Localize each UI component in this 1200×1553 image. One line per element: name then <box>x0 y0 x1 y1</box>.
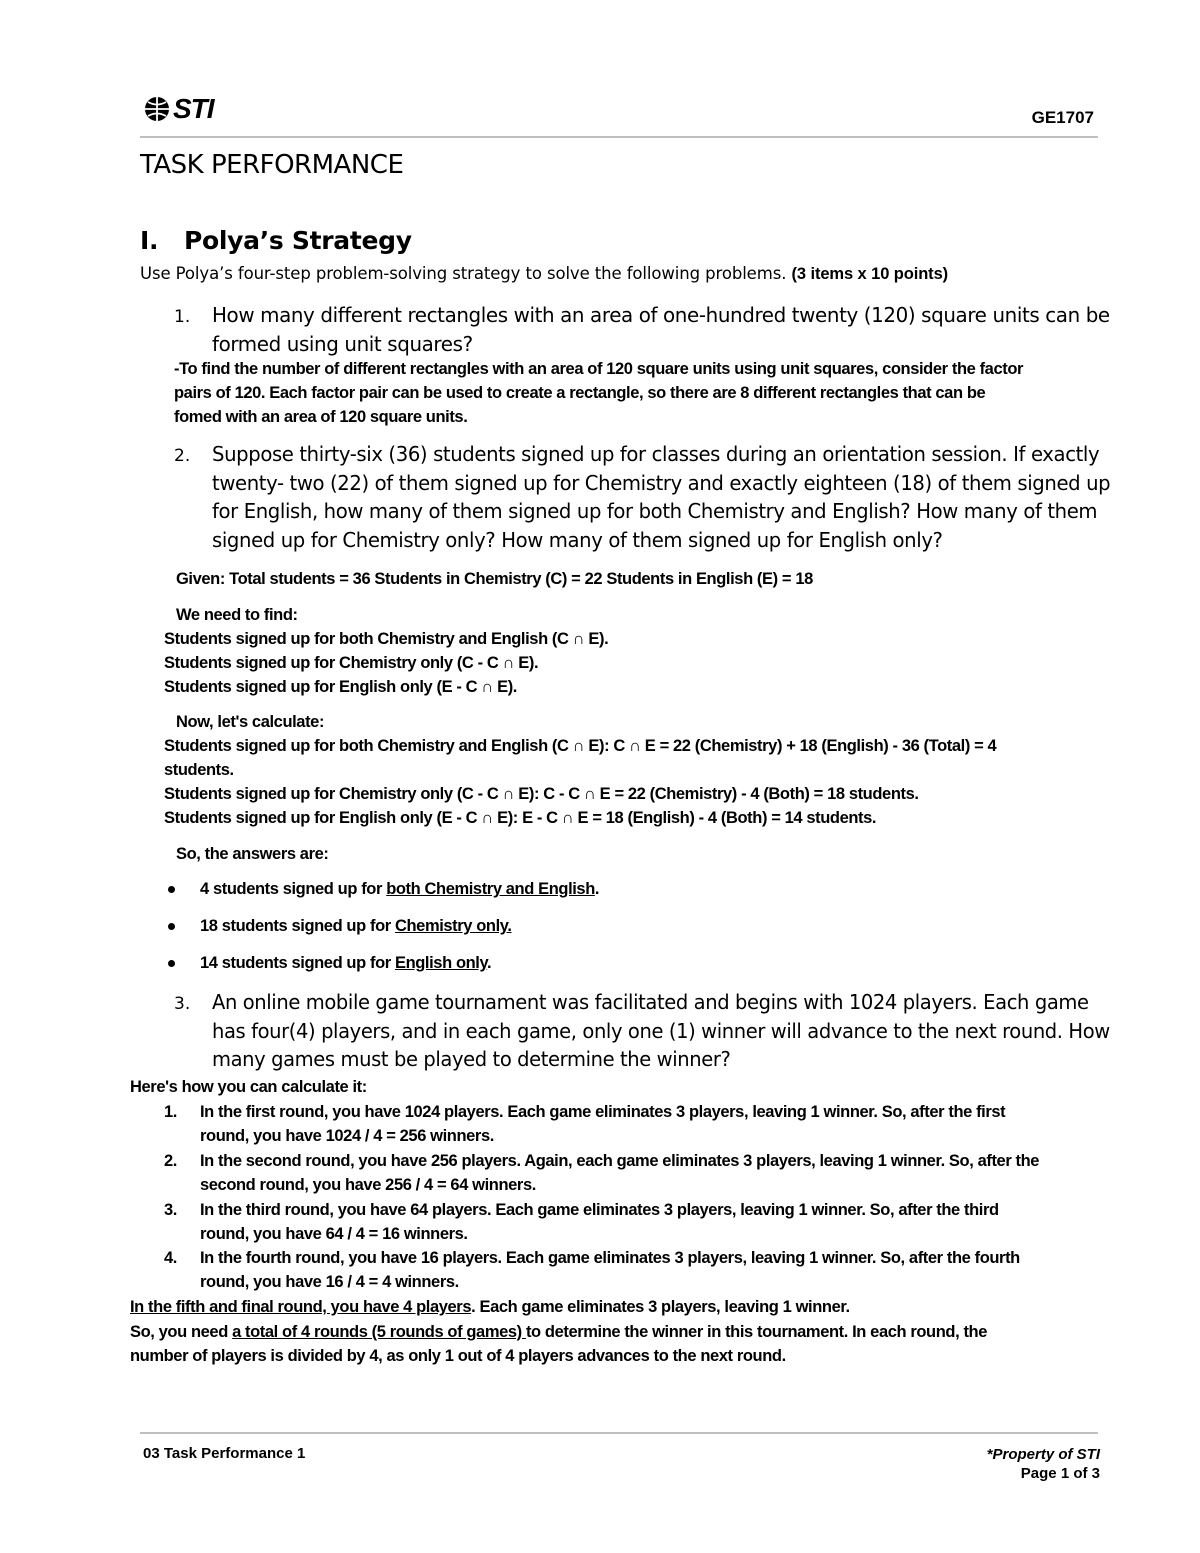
q2-question-line: signed up for Chemistry only? How many of them signed up for English only? <box>212 527 943 552</box>
q3-final-round <box>130 1295 850 1319</box>
q2-answer-item <box>200 951 491 975</box>
footer-right <box>987 1445 1100 1483</box>
section-number: I. <box>140 226 159 255</box>
q1-answer <box>174 357 1023 429</box>
q2-given: Given: Total students = 36 Students in Chemistry (C) = 22 Students in English (E) = 18 <box>176 570 813 588</box>
step-text <box>200 1198 999 1246</box>
globe-icon <box>143 95 171 123</box>
header-divider <box>140 136 1098 138</box>
answer-text: 18 students signed up for <box>200 917 395 935</box>
answer-underlined: English only <box>394 954 488 972</box>
q1-answer-line: pairs of 120. Each factor pair can be used to create a rectangle, so there are 8 different rectangles that can be <box>174 384 986 402</box>
q2-answer-item <box>200 914 512 938</box>
q2-answers-heading: So, the answers are: <box>176 845 329 863</box>
q1-answer-line: -To find the number of different rectangles with an area of 120 square units using unit squares, consider the factor <box>174 360 1024 378</box>
step-line: round, you have 16 / 4 = 4 winners. <box>200 1273 459 1291</box>
q2-find-item: Students signed up for both Chemistry and English (C ∩ E). <box>164 630 609 648</box>
step-text <box>200 1149 1039 1197</box>
footer-label: 03 Task Performance 1 <box>143 1445 306 1462</box>
step-number: 3. <box>164 1201 177 1219</box>
q2-find-item: Students signed up for Chemistry only (C - C ∩ E). <box>164 654 539 672</box>
step-line: In the third round, you have 64 players. Each game eliminates 3 players, leaving 1 winner. So, after the third <box>200 1201 999 1219</box>
page-title: TASK PERFORMANCE <box>140 150 404 180</box>
section-title: Polya’s Strategy <box>184 226 412 255</box>
step-line: second round, you have 256 / 4 = 64 winners. <box>200 1176 536 1194</box>
q2-find-list <box>164 627 608 699</box>
q2-calc-line: students. <box>164 761 234 779</box>
q3-question-line: many games must be played to determine the winner? <box>212 1047 731 1071</box>
answer-text: 14 students signed up for <box>200 954 395 972</box>
q1-number: 1. <box>174 307 191 327</box>
q2-calc-list <box>164 734 996 830</box>
bullet-icon <box>168 923 175 930</box>
footer-divider <box>140 1432 1098 1434</box>
q2-question <box>212 440 1110 554</box>
step-line: round, you have 64 / 4 = 16 winners. <box>200 1225 468 1243</box>
q2-calc-heading: Now, let's calculate: <box>176 713 325 731</box>
step-line: In the first round, you have 1024 players. Each game eliminates 3 players, leaving 1 winner. So, after the first <box>200 1103 1006 1121</box>
answer-text: . <box>594 880 600 898</box>
q3-intro: Here's how you can calculate it: <box>130 1078 367 1096</box>
course-code: GE1707 <box>1031 108 1094 127</box>
answer-underlined: Chemistry only. <box>394 917 512 935</box>
q2-question-line: Suppose thirty-six (36) students signed up for classes during an orientation session. If exactly <box>212 442 1100 466</box>
conclusion-text: So, you need <box>130 1323 233 1341</box>
step-line: round, you have 1024 / 4 = 256 winners. <box>200 1127 494 1145</box>
q2-calc-line: Students signed up for Chemistry only (C - C ∩ E): C - C ∩ E = 22 (Chemistry) - 4 (Both) = 18 students. <box>164 785 919 803</box>
q2-find-item: Students signed up for English only (E - C ∩ E). <box>164 678 517 696</box>
step-number: 4. <box>164 1249 177 1267</box>
page-number: Page 1 of 3 <box>1020 1465 1100 1482</box>
instruction-text: Use Polya’s four-step problem-solving strategy to solve the following problems. <box>140 264 787 283</box>
conclusion-text: to determine the winner in this tournament. In each round, the <box>525 1323 988 1341</box>
q2-answer-item <box>200 877 599 901</box>
q1-answer-line: fomed with an area of 120 square units. <box>174 408 468 426</box>
instructions <box>140 264 948 284</box>
bullet-icon <box>168 960 175 967</box>
final-underlined: In the fifth and final round, you have 4 players <box>130 1298 472 1316</box>
q2-find-heading: We need to find: <box>176 606 298 624</box>
answer-text: . <box>487 954 492 972</box>
step-text <box>200 1246 1020 1294</box>
step-text <box>200 1100 1005 1148</box>
answer-text: 4 students signed up for <box>200 880 387 898</box>
bullet-icon <box>168 886 175 893</box>
q2-calc-line: Students signed up for both Chemistry and English (C ∩ E): C ∩ E = 22 (Chemistry) + 18 (English) - 36 (Total) = 4 <box>164 737 997 755</box>
q3-number: 3. <box>174 994 191 1014</box>
points-text: (3 items x 10 points) <box>791 265 949 283</box>
property-notice: *Property of STI <box>986 1446 1100 1463</box>
q1-question <box>212 301 1110 358</box>
final-text: . Each game eliminates 3 players, leaving 1 winner. <box>471 1298 850 1316</box>
q2-question-line: for English, how many of them signed up for both Chemistry and English? How many of them <box>212 499 1098 523</box>
step-number: 1. <box>164 1103 177 1121</box>
conclusion-underlined: a total of 4 rounds (5 rounds of games) <box>232 1323 526 1341</box>
q2-number: 2. <box>174 446 191 466</box>
answer-underlined: both Chemistry and English <box>386 880 595 898</box>
step-line: In the second round, you have 256 players. Again, each game eliminates 3 players, leaving 1 winner. So, after the <box>200 1152 1040 1170</box>
logo-text: STI <box>173 93 214 124</box>
conclusion-text: number of players is divided by 4, as only 1 out of 4 players advances to the next round. <box>130 1347 786 1365</box>
section-heading <box>140 226 412 255</box>
sti-logo <box>143 94 214 124</box>
q2-question-line: twenty- two (22) of them signed up for Chemistry and exactly eighteen (18) of them signed up <box>212 470 1111 495</box>
q3-conclusion <box>130 1320 987 1368</box>
q1-question-line: formed using unit squares? <box>212 331 473 356</box>
q3-question <box>212 988 1110 1074</box>
step-number: 2. <box>164 1152 177 1170</box>
q2-calc-line: Students signed up for English only (E - C ∩ E): E - C ∩ E = 18 (English) - 4 (Both) = 14 students. <box>164 809 877 827</box>
q3-question-line: has four(4) players, and in each game, only one (1) winner will advance to the next round. How <box>212 1018 1110 1043</box>
q1-question-line: How many different rectangles with an area of one-hundred twenty (120) square units can be <box>212 303 1110 327</box>
step-line: In the fourth round, you have 16 players. Each game eliminates 3 players, leaving 1 winner. So, after the fourth <box>200 1249 1020 1267</box>
q3-question-line: An online mobile game tournament was facilitated and begins with 1024 players. Each game <box>212 990 1089 1014</box>
